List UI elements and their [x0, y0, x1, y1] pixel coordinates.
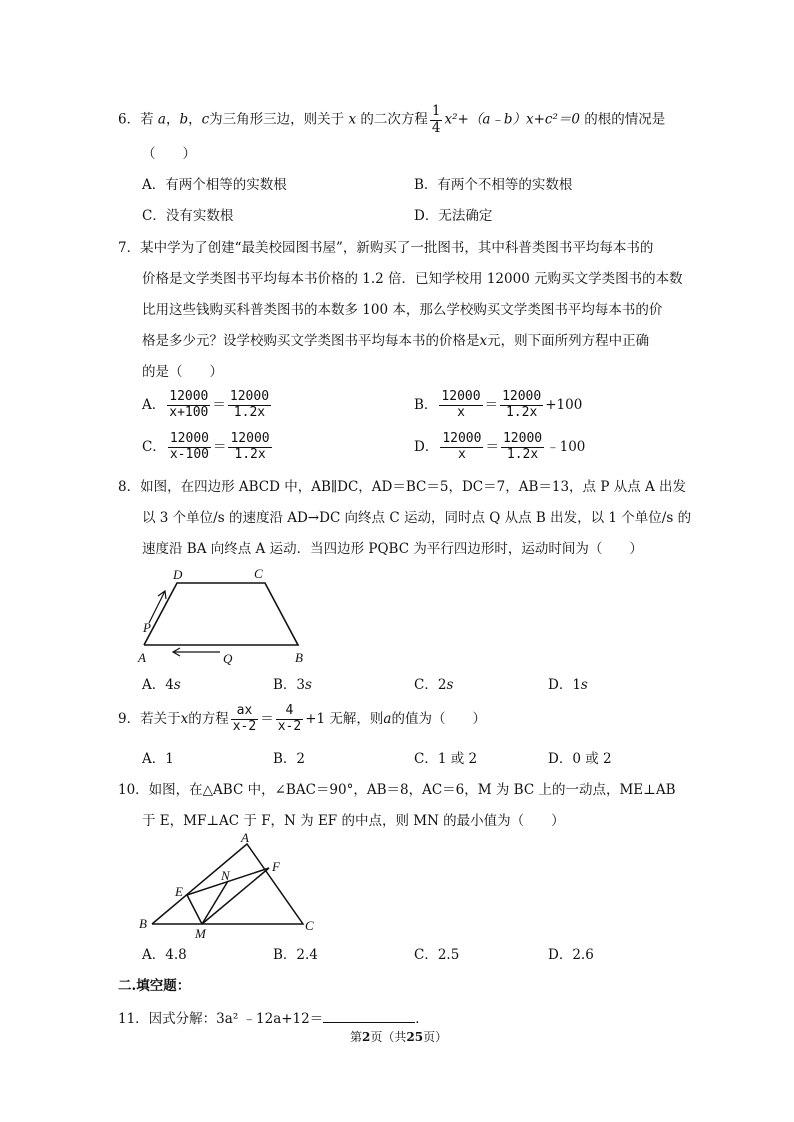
var-b: b	[179, 111, 189, 128]
total-pages: 25	[406, 1030, 424, 1044]
q6-equation: x²+（a﹣b）x+c²＝0	[444, 111, 580, 128]
q7-option-b[interactable]	[414, 390, 582, 421]
q10-triangle-figure	[135, 830, 325, 942]
option-label: D．	[414, 438, 439, 455]
fraction	[167, 390, 210, 421]
option-label: D．	[548, 751, 573, 767]
q7-line	[142, 333, 649, 349]
fraction	[228, 390, 271, 421]
frac-den: x+100	[169, 404, 209, 420]
var-x: x	[348, 111, 357, 128]
label-n: N	[221, 868, 230, 883]
q9-option-d[interactable]	[548, 751, 612, 767]
frac-den: 1.2x	[506, 446, 539, 462]
q9-text: 9．若关于	[118, 710, 181, 727]
option-text: 0 或 2	[572, 751, 612, 767]
frac-num: ax	[231, 704, 258, 720]
option-tail: ﹣100	[546, 438, 586, 455]
footer-text: 页（共	[370, 1030, 407, 1044]
var-x: x	[479, 333, 488, 349]
fraction	[440, 432, 483, 463]
option-label: D．	[548, 677, 573, 693]
q6-option-b[interactable]	[414, 177, 572, 193]
option-text: 2	[296, 751, 306, 767]
label-a: A	[138, 650, 146, 665]
frac-num: 12000	[502, 389, 542, 404]
frac-den: 1.2x	[234, 446, 266, 462]
fraction	[231, 704, 258, 735]
frac-den: x	[457, 446, 466, 462]
var-c: c	[201, 111, 210, 128]
option-unit: s	[305, 677, 312, 693]
option-label: B．	[273, 751, 297, 767]
fraction	[501, 432, 544, 463]
trapezoid-shape	[144, 583, 298, 645]
option-unit: s	[580, 677, 588, 693]
option-label: B．	[273, 947, 297, 963]
frac-num: 12000	[441, 389, 481, 404]
q10-option-b[interactable]	[273, 947, 318, 963]
option-text: 2.4	[296, 947, 318, 963]
var-a: a	[157, 111, 166, 128]
q7-option-a[interactable]	[142, 390, 273, 421]
q6-option-d[interactable]	[414, 208, 492, 224]
q6-text: 的根的情况是	[584, 111, 666, 128]
q8-option-c[interactable]	[414, 677, 453, 693]
option-unit: s	[446, 677, 454, 693]
option-text: 有两个相等的实数根	[165, 177, 287, 193]
equals-sign: ＝	[485, 438, 499, 455]
var-a: a	[383, 710, 392, 727]
option-label: A．	[142, 947, 166, 963]
frac-den: 1.2x	[233, 404, 266, 420]
page-number: 2	[362, 1030, 371, 1044]
q9-text: 的值为（ ）	[391, 710, 486, 727]
q8-option-d[interactable]	[548, 677, 588, 693]
label-q: Q	[223, 651, 233, 666]
q6-stem	[118, 104, 665, 136]
q7-line: 的是（ ）	[142, 364, 223, 380]
frac-num: 12000	[169, 431, 209, 446]
option-label: A．	[142, 396, 166, 413]
var-x: x	[180, 710, 189, 727]
option-label: C．	[414, 751, 438, 767]
label-p: P	[143, 620, 151, 635]
label-a: A	[241, 830, 249, 845]
q10-option-a[interactable]	[142, 947, 187, 963]
frac-den: x-2	[232, 718, 257, 734]
option-value: 4	[165, 677, 174, 693]
option-label: A．	[142, 677, 166, 693]
label-b: B	[295, 650, 303, 665]
option-label: A．	[142, 751, 166, 767]
section-heading: 二.填空题：	[118, 978, 191, 994]
option-label: D．	[548, 947, 573, 963]
frac-num: 12000	[169, 389, 209, 404]
option-text: 没有实数根	[165, 208, 234, 224]
q7-line: 7．某中学为了创建“最美校园图书屋”，新购买了一批图书，其中科普类图书平均每本书的	[118, 240, 654, 256]
equals-sign: ＝	[484, 396, 499, 413]
option-text: 2.5	[437, 947, 460, 963]
q8-line: 8．如图，在四边形 ABCD 中，AB∥DC，AD＝BC＝5，DC＝7，AB＝13，点 P 从点 A 出发	[118, 479, 687, 495]
label-c: C	[254, 566, 263, 581]
q7-text: 格是多少元？设学校购买文学类图书平均每本书的价格是	[142, 333, 480, 349]
label-m: M	[195, 926, 206, 941]
option-value: 1	[572, 677, 581, 693]
q9-stem	[118, 704, 486, 735]
fraction	[276, 704, 303, 735]
q6-text: 的二次方程	[360, 111, 428, 128]
q9-option-c[interactable]	[414, 751, 477, 767]
label-b: B	[139, 916, 147, 931]
option-label: B．	[414, 396, 438, 413]
frac-num: 12000	[502, 431, 543, 446]
option-text: 无法确定	[438, 208, 493, 224]
option-value: 3	[296, 677, 306, 693]
q6-frac-num: 1	[431, 103, 441, 119]
option-text: 1	[165, 751, 174, 767]
q10-option-d[interactable]	[548, 947, 594, 963]
q6-number: 6．	[118, 111, 141, 128]
q8-line: 速度沿 BA 向终点 A 运动．当四边形 PQBC 为平行四边形时，运动时间为（ ）	[142, 541, 643, 557]
q10-line: 10．如图，在△ABC 中，∠BAC＝90°，AB＝8，AC＝6，M 为 BC 上的一动点，ME⊥AB	[118, 782, 676, 798]
option-text: 有两个不相等的实数根	[437, 177, 573, 193]
label-f: F	[272, 859, 280, 874]
fraction	[228, 432, 271, 463]
q7-line: 价格是文学类图书平均每本书价格的 1.2 倍．已知学校用 12000 元购买文学类图书的本数	[142, 271, 683, 287]
q6-fraction	[430, 104, 443, 136]
q8-line: 以 3 个单位/s 的速度沿 AD→DC 向终点 C 运动，同时点 Q 从点 B 出发，以 1 个单位/s 的	[142, 510, 692, 526]
frac-den: x-100	[169, 446, 209, 462]
q10-line: 于 E，MF⊥AC 于 F，N 为 EF 的中点，则 MN 的最小值为（ ）	[142, 813, 565, 829]
frac-num: 12000	[229, 389, 270, 404]
label-c: C	[305, 918, 314, 933]
fraction	[168, 432, 211, 463]
option-label: B．	[414, 177, 438, 193]
q6-comma: ，	[188, 111, 202, 128]
q9-option-b[interactable]	[273, 751, 305, 767]
q7-option-c[interactable]	[142, 432, 274, 463]
q7-option-d[interactable]	[414, 432, 585, 463]
q7-line: 比用这些钱购买科普类图书的本数多 100 本，那么学校购买文学类图书平均每本书的价	[142, 302, 663, 318]
frac-den: x	[457, 404, 465, 420]
q6-comma: ，	[165, 111, 180, 128]
option-label: C．	[414, 947, 438, 963]
option-text: 1 或 2	[437, 751, 478, 767]
equals-sign: ＝	[212, 396, 226, 413]
q8-trapezoid-figure	[135, 563, 315, 668]
page-footer	[350, 1030, 447, 1044]
q6-text: 为三角形三边，则关于	[209, 111, 345, 128]
option-unit: s	[173, 677, 181, 693]
option-tail: +100	[545, 396, 583, 413]
q11-stem	[118, 1010, 429, 1027]
q6-option-c[interactable]	[142, 208, 233, 224]
q6-text: 若	[140, 111, 154, 128]
option-label: C．	[142, 438, 166, 455]
option-label: C．	[142, 208, 166, 224]
q6-answer-paren: （ ）	[142, 146, 196, 162]
fraction	[500, 390, 543, 421]
q10-option-c[interactable]	[414, 947, 459, 963]
option-text: 4.8	[165, 947, 187, 963]
option-label: D．	[414, 208, 439, 224]
q11-text: 11．因式分解：3a² ﹣12a+12＝	[118, 1011, 324, 1027]
q11-text: ．	[415, 1011, 429, 1027]
option-text: 2.6	[572, 947, 594, 963]
q9-text: +1 无解，则	[305, 710, 384, 727]
equals-sign: ＝	[260, 710, 274, 727]
label-e: E	[175, 884, 183, 899]
frac-num: 12000	[230, 431, 270, 446]
fraction	[439, 390, 482, 421]
q6-option-a[interactable]	[142, 177, 287, 193]
equals-sign: ＝	[212, 438, 227, 455]
label-d: D	[173, 567, 183, 582]
frac-den: 1.2x	[505, 404, 538, 420]
footer-text: 页）	[423, 1030, 448, 1044]
arrow-ba	[173, 648, 220, 656]
q6-frac-den: 4	[431, 119, 441, 136]
q8-option-b[interactable]	[273, 677, 312, 693]
frac-num: 4	[276, 704, 303, 720]
frac-num: 12000	[442, 431, 482, 446]
option-label: A．	[142, 177, 166, 193]
footer-text: 第	[350, 1030, 363, 1044]
q9-text: 的方程	[188, 710, 229, 727]
option-label: B．	[273, 677, 297, 693]
q8-option-a[interactable]	[142, 677, 181, 693]
answer-blank[interactable]	[323, 1010, 415, 1023]
q7-text: 元，则下面所列方程中正确	[487, 333, 650, 349]
option-value: 2	[437, 677, 447, 693]
q9-option-a[interactable]	[142, 751, 174, 767]
frac-den: x-2	[277, 718, 302, 734]
option-label: C．	[414, 677, 438, 693]
